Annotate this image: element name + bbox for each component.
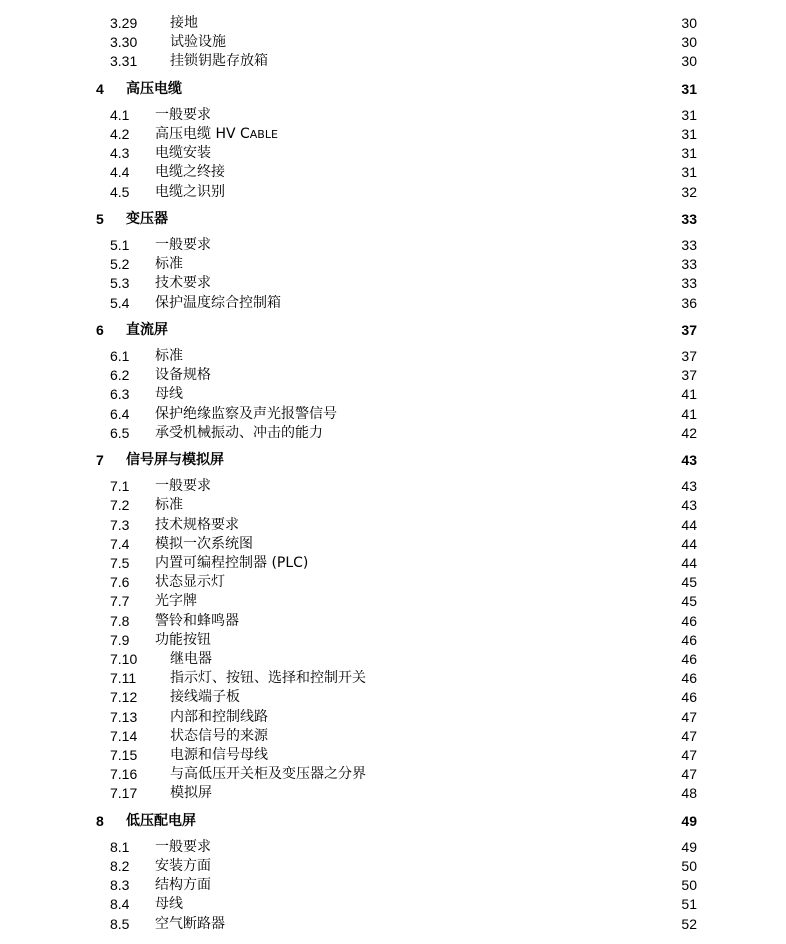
toc-section-row[interactable] <box>0 612 786 631</box>
toc-entry-number: 6.3 <box>110 386 130 402</box>
toc-entry-page-number: 30 <box>681 34 697 50</box>
toc-section-row[interactable] <box>0 669 786 688</box>
toc-section-row[interactable] <box>0 573 786 592</box>
toc-entry-number: 5.3 <box>110 275 130 291</box>
toc-entry-title: 保护绝缘监察及声光报警信号 <box>155 406 337 422</box>
toc-entry-title: 继电器 <box>170 651 212 667</box>
toc-entry-number: 4.4 <box>110 164 130 180</box>
toc-section-row[interactable] <box>0 33 786 52</box>
toc-entry-title: 挂锁钥匙存放箱 <box>170 53 268 69</box>
toc-entry-page-number: 47 <box>681 747 697 763</box>
toc-entry-title: 保护温度综合控制箱 <box>155 295 281 311</box>
toc-entry-number: 6.5 <box>110 425 130 441</box>
toc-section-row[interactable] <box>0 535 786 554</box>
toc-entry-title: 电缆之识别 <box>155 184 225 200</box>
toc-section-row[interactable] <box>0 255 786 274</box>
toc-entry-title: 与高低压开关柜及变压器之分界 <box>170 766 366 782</box>
toc-entry-page-number: 44 <box>681 555 697 571</box>
toc-entry-title: 高压电缆 <box>126 81 182 97</box>
toc-section-row[interactable] <box>0 144 786 163</box>
toc-entry-title: 一般要求 <box>155 237 211 253</box>
toc-section-row[interactable] <box>0 14 786 33</box>
toc-entry-title: 内置可编程控制器 (PLC) <box>155 555 309 571</box>
toc-entry-title: 安装方面 <box>155 858 211 874</box>
toc-entry-page-number: 37 <box>681 322 697 338</box>
toc-section-row[interactable] <box>0 477 786 496</box>
toc-section-row[interactable] <box>0 592 786 611</box>
toc-entry-title: 电源和信号母线 <box>170 747 268 763</box>
toc-chapter-row[interactable] <box>0 451 786 470</box>
toc-section-row[interactable] <box>0 784 786 803</box>
toc-entry-number: 7.1 <box>110 478 130 494</box>
toc-entry-title: 结构方面 <box>155 877 211 893</box>
toc-entry-page-number: 50 <box>681 858 697 874</box>
toc-entry-page-number: 33 <box>681 256 697 272</box>
toc-entry-number: 7.4 <box>110 536 130 552</box>
toc-entry-number: 4 <box>96 81 104 97</box>
toc-entry-page-number: 43 <box>681 497 697 513</box>
toc-entry-page-number: 46 <box>681 613 697 629</box>
toc-section-row[interactable] <box>0 915 786 934</box>
toc-entry-page-number: 41 <box>681 386 697 402</box>
toc-chapter-row[interactable] <box>0 812 786 831</box>
toc-entry-title: 技术规格要求 <box>155 517 239 533</box>
toc-entry-number: 7.3 <box>110 517 130 533</box>
toc-entry-number: 4.2 <box>110 126 130 142</box>
toc-entry-page-number: 45 <box>681 593 697 609</box>
toc-entry-title: 一般要求 <box>155 107 211 123</box>
toc-entry-page-number: 49 <box>681 839 697 855</box>
toc-section-row[interactable] <box>0 183 786 202</box>
toc-entry-page-number: 43 <box>681 478 697 494</box>
toc-section-row[interactable] <box>0 650 786 669</box>
toc-section-row[interactable] <box>0 52 786 71</box>
toc-entry-page-number: 37 <box>681 367 697 383</box>
toc-entry-page-number: 33 <box>681 237 697 253</box>
toc-entry-page-number: 31 <box>681 164 697 180</box>
toc-entry-page-number: 46 <box>681 670 697 686</box>
toc-entry-title: 低压配电屏 <box>126 813 196 829</box>
toc-section-row[interactable] <box>0 857 786 876</box>
toc-section-row[interactable] <box>0 876 786 895</box>
toc-chapter-row[interactable] <box>0 321 786 340</box>
toc-entry-page-number: 31 <box>681 81 697 97</box>
toc-section-row[interactable] <box>0 516 786 535</box>
toc-entry-title: 电缆安装 <box>155 145 211 161</box>
toc-entry-title: 接线端子板 <box>170 689 240 705</box>
toc-entry-title: 功能按钮 <box>155 632 211 648</box>
toc-entry-title: 标准 <box>155 256 183 272</box>
toc-entry-title: 内部和控制线路 <box>170 709 268 725</box>
toc-section-row[interactable] <box>0 274 786 293</box>
toc-section-row[interactable] <box>0 385 786 404</box>
toc-entry-page-number: 44 <box>681 536 697 552</box>
toc-entry-number: 7.15 <box>110 747 138 763</box>
toc-entry-page-number: 44 <box>681 517 697 533</box>
toc-section-row[interactable] <box>0 496 786 515</box>
toc-entry-title: 状态信号的来源 <box>170 728 268 744</box>
toc-entry-title: 空气断路器 <box>155 916 225 932</box>
toc-entry-page-number: 48 <box>681 785 697 801</box>
toc-entry-number: 5.4 <box>110 295 130 311</box>
toc-entry-title: 模拟一次系统图 <box>155 536 253 552</box>
toc-entry-number: 8.2 <box>110 858 130 874</box>
toc-section-row[interactable] <box>0 838 786 857</box>
toc-entry-title: 一般要求 <box>155 478 211 494</box>
toc-entry-title: 承受机械振动、冲击的能力 <box>155 425 323 441</box>
toc-entry-title: 标准 <box>155 348 183 364</box>
toc-section-row[interactable] <box>0 236 786 255</box>
toc-entry-number: 7.5 <box>110 555 130 571</box>
toc-entry-page-number: 31 <box>681 107 697 123</box>
toc-entry-title: 试验设施 <box>170 34 226 50</box>
toc-entry-title: 电缆之终接 <box>155 164 225 180</box>
toc-entry-number: 5 <box>96 211 104 227</box>
toc-entry-title: 高压电缆 HV CABLE <box>155 126 278 142</box>
toc-entry-page-number: 52 <box>681 916 697 932</box>
toc-entry-page-number: 30 <box>681 53 697 69</box>
toc-section-row[interactable] <box>0 106 786 125</box>
toc-section-row[interactable] <box>0 708 786 727</box>
toc-entry-number: 5.2 <box>110 256 130 272</box>
toc-entry-number: 7.8 <box>110 613 130 629</box>
toc-entry-number: 7.12 <box>110 689 138 705</box>
toc-section-row[interactable] <box>0 631 786 650</box>
toc-section-row[interactable] <box>0 727 786 746</box>
toc-section-row[interactable] <box>0 688 786 707</box>
toc-entry-title-smallcaps: ABLE <box>249 128 278 141</box>
toc-section-row[interactable] <box>0 895 786 914</box>
toc-entry-number: 5.1 <box>110 237 130 253</box>
toc-entry-title: 设备规格 <box>155 367 211 383</box>
toc-entry-page-number: 30 <box>681 15 697 31</box>
toc-entry-number: 7.16 <box>110 766 138 782</box>
toc-entry-number: 7.17 <box>110 785 138 801</box>
toc-chapter-row[interactable] <box>0 210 786 229</box>
toc-entry-number: 8 <box>96 813 104 829</box>
toc-section-row[interactable] <box>0 366 786 385</box>
toc-section-row[interactable] <box>0 294 786 313</box>
toc-chapter-row[interactable] <box>0 80 786 99</box>
toc-entry-number: 7.2 <box>110 497 130 513</box>
toc-entry-number: 7.10 <box>110 651 138 667</box>
toc-entry-page-number: 49 <box>681 813 697 829</box>
toc-entry-number: 8.3 <box>110 877 130 893</box>
toc-entry-page-number: 43 <box>681 452 697 468</box>
toc-entry-title: 接地 <box>170 15 198 31</box>
toc-entry-number: 7.9 <box>110 632 130 648</box>
toc-entry-page-number: 51 <box>681 896 697 912</box>
toc-entry-number: 6 <box>96 322 104 338</box>
toc-entry-title: 变压器 <box>126 211 168 227</box>
toc-entry-number: 7.13 <box>110 709 138 725</box>
toc-entry-number: 8.1 <box>110 839 130 855</box>
toc-entry-number: 7.7 <box>110 593 130 609</box>
toc-entry-number: 7.6 <box>110 574 130 590</box>
toc-entry-title: 直流屏 <box>126 322 168 338</box>
toc-entry-number: 4.1 <box>110 107 130 123</box>
toc-entry-number: 6.1 <box>110 348 130 364</box>
toc-entry-page-number: 47 <box>681 766 697 782</box>
toc-entry-title: 母线 <box>155 896 183 912</box>
toc-entry-number: 4.3 <box>110 145 130 161</box>
toc-section-row[interactable] <box>0 125 786 144</box>
toc-section-row[interactable] <box>0 347 786 366</box>
toc-entry-number: 7.14 <box>110 728 138 744</box>
toc-entry-number: 8.5 <box>110 916 130 932</box>
toc-entry-page-number: 45 <box>681 574 697 590</box>
toc-entry-title: 光字牌 <box>155 593 197 609</box>
toc-entry-title: 一般要求 <box>155 839 211 855</box>
toc-section-row[interactable] <box>0 424 786 443</box>
toc-entry-page-number: 32 <box>681 184 697 200</box>
toc-entry-page-number: 37 <box>681 348 697 364</box>
toc-entry-title: 指示灯、按钮、选择和控制开关 <box>170 670 366 686</box>
toc-entry-page-number: 31 <box>681 126 697 142</box>
toc-entry-page-number: 47 <box>681 728 697 744</box>
toc-entry-number: 6.2 <box>110 367 130 383</box>
toc-entry-number: 8.4 <box>110 896 130 912</box>
toc-entry-number: 3.31 <box>110 53 138 69</box>
toc-entry-page-number: 46 <box>681 689 697 705</box>
toc-entry-page-number: 46 <box>681 632 697 648</box>
toc-entry-page-number: 42 <box>681 425 697 441</box>
toc-entry-number: 7 <box>96 452 104 468</box>
toc-entry-page-number: 33 <box>681 211 697 227</box>
toc-entry-page-number: 33 <box>681 275 697 291</box>
toc-entry-number: 3.30 <box>110 34 138 50</box>
toc-section-row[interactable] <box>0 746 786 765</box>
toc-entry-number: 7.11 <box>110 670 137 686</box>
toc-section-row[interactable] <box>0 765 786 784</box>
toc-entry-page-number: 47 <box>681 709 697 725</box>
toc-entry-title: 母线 <box>155 386 183 402</box>
toc-entry-number: 6.4 <box>110 406 130 422</box>
toc-entry-title: 标准 <box>155 497 183 513</box>
toc-entry-page-number: 46 <box>681 651 697 667</box>
toc-entry-page-number: 50 <box>681 877 697 893</box>
toc-section-row[interactable] <box>0 554 786 573</box>
toc-entry-page-number: 31 <box>681 145 697 161</box>
toc-entry-title: 警铃和蜂鸣器 <box>155 613 239 629</box>
toc-section-row[interactable] <box>0 405 786 424</box>
toc-entry-number: 3.29 <box>110 15 138 31</box>
toc-entry-title: 技术要求 <box>155 275 211 291</box>
toc-section-row[interactable] <box>0 163 786 182</box>
toc-entry-number: 4.5 <box>110 184 130 200</box>
toc-entry-title: 信号屏与模拟屏 <box>126 452 224 468</box>
toc-entry-page-number: 41 <box>681 406 697 422</box>
toc-entry-title: 模拟屏 <box>170 785 212 801</box>
toc-entry-title: 状态显示灯 <box>155 574 225 590</box>
toc-entry-page-number: 36 <box>681 295 697 311</box>
